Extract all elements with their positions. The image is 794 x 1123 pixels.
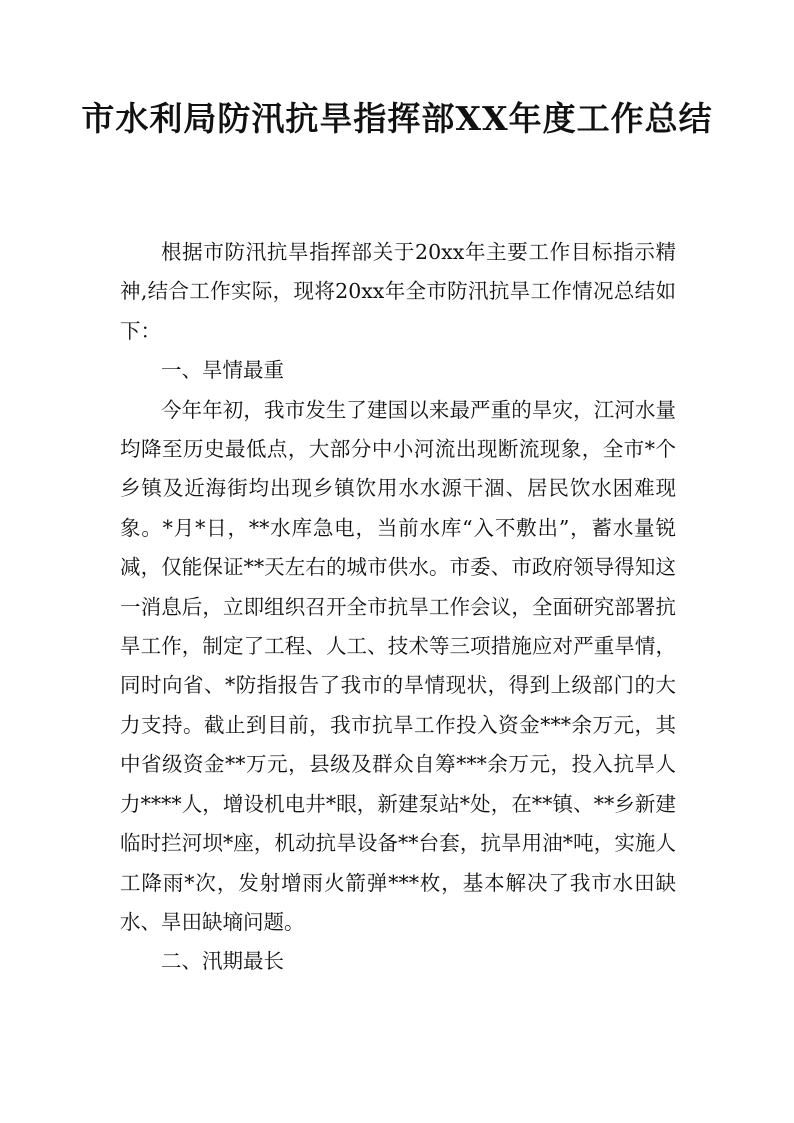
intro-paragraph: 根据市防汛抗旱指挥部关于20xx年主要工作目标指示精神,结合工作实际，现将20xx年全市防汛抗旱工作情况总结如下：	[120, 240, 676, 343]
document-title: 市水利局防汛抗旱指挥部XX年度工作总结	[81, 99, 713, 138]
drought-paragraph: 今年年初，我市发生了建国以来最严重的旱灾，江河水量均降至历史最低点，大部分中小河流出现断流现象，全市*个乡镇及近海街均出现乡镇饮用水水源干涸、居民饮水困难现象。*月*日，**水库急电，当前水库“入不敷出”，蓄水量锐减，仅能保证**天左右的城市供水。市委、市政府领导得知这一消息后，立即组织召开全市抗旱工作会议，全面研究部署抗旱工作，制定了工程、人工、技术等三项措施应对严重旱情，同时向省、*防指报告了我市的旱情现状，得到上级部门的大力支持。截止到目前，我市抗旱工作投入资金***余万元，其中省级资金**万元，县级及群众自筹***余万元，投入抗旱人力****人，增设机电井*眼，新建泵站*处，在**镇、**乡新建临时拦河坝*座，机动抗旱设备**台套，抗旱用油*吨，实施人工降雨*次，发射增雨火箭弹***枚，基本解决了我市水田缺水、旱田缺墒问题。	[120, 397, 676, 934]
document-body	[120, 233, 676, 982]
section-heading-flood: 二、汛期最长	[161, 949, 284, 974]
section-heading-drought: 一、旱情最重	[161, 358, 284, 383]
